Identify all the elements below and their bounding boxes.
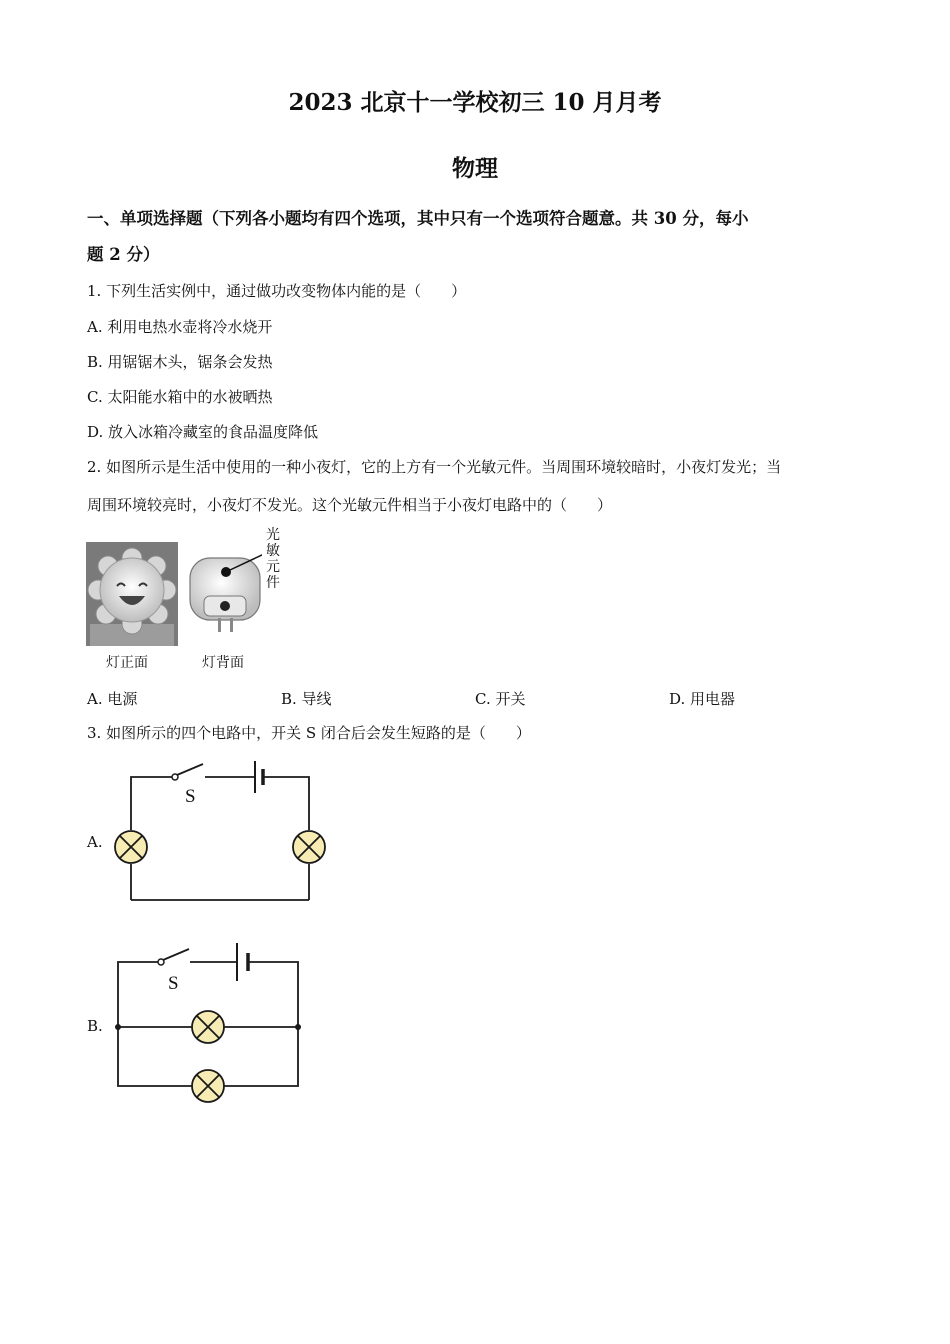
night-light-back-image xyxy=(188,552,262,634)
q3-option-a-label: A. xyxy=(87,833,103,851)
junction-b-right xyxy=(295,1024,301,1030)
q2-option-c: C. 开关 xyxy=(475,690,526,708)
switch-b-label: S xyxy=(168,973,179,994)
caption-front: 灯正面 xyxy=(106,655,148,671)
lamp-a-left xyxy=(115,831,147,863)
q3-stem: 3. 如图所示的四个电路中，开关 S 闭合后会发生短路的是（ ） xyxy=(87,724,531,742)
q1-stem: 1. 下列生活实例中，通过做功改变物体内能的是（ ） xyxy=(87,282,467,300)
lamp-b-middle xyxy=(192,1011,224,1043)
q1-option-a: A. 利用电热水壶将冷水烧开 xyxy=(87,318,273,336)
switch-a-label: S xyxy=(185,786,196,807)
junction-b-left xyxy=(115,1024,121,1030)
q1-option-b: B. 用锯锯木头，锯条会发热 xyxy=(87,353,273,371)
page-title: 2023 北京十一学校初三 10 月月考 xyxy=(288,89,662,116)
circuit-a-diagram xyxy=(100,750,340,910)
subject-title: 物理 xyxy=(452,155,498,182)
section-heading-line1: 一、单项选择题（下列各小题均有四个选项，其中只有一个选项符合题意。共 30 分，每小 xyxy=(87,209,749,228)
q2-stem-line2: 周围环境较亮时，小夜灯不发光。这个光敏元件相当于小夜灯电路中的（ ） xyxy=(87,496,613,514)
night-light-front-image xyxy=(86,542,178,646)
sensor-label: 光敏元件 xyxy=(266,527,280,591)
q2-option-b: B. 导线 xyxy=(281,690,332,708)
q2-option-d: D. 用电器 xyxy=(669,690,736,708)
q1-option-d: D. 放入冰箱冷藏室的食品温度降低 xyxy=(87,423,319,441)
q3-option-b-label: B. xyxy=(87,1017,103,1035)
switch-a-contact xyxy=(172,774,178,780)
q2-option-a: A. 电源 xyxy=(87,690,138,708)
circuit-b-diagram xyxy=(100,935,320,1110)
switch-b-contact xyxy=(158,959,164,965)
section-heading-line2: 题 2 分） xyxy=(87,245,160,264)
lamp-a-right xyxy=(293,831,325,863)
q1-option-c: C. 太阳能水箱中的水被晒热 xyxy=(87,388,273,406)
q2-stem-line1: 2. 如图所示是生活中使用的一种小夜灯，它的上方有一个光敏元件。当周围环境较暗时，小夜灯发光；当 xyxy=(87,458,782,476)
caption-back: 灯背面 xyxy=(202,655,244,671)
lamp-b-bottom xyxy=(192,1070,224,1102)
